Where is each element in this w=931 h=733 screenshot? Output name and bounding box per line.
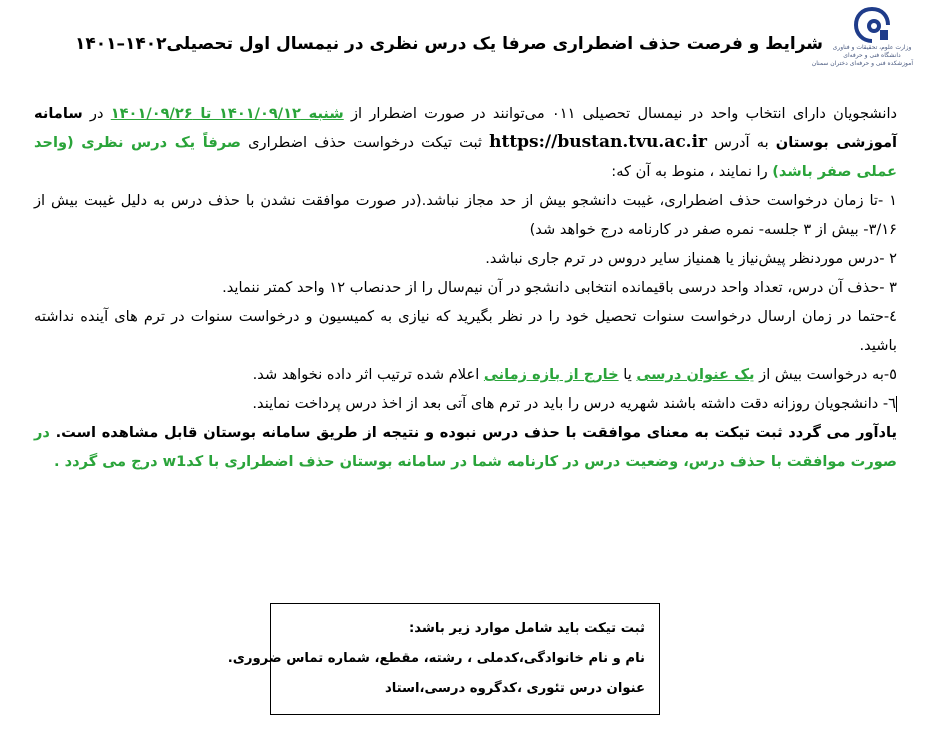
university-logo [811,6,913,86]
condition-1: ۱ -تا زمان درخواست حذف اضطراری، غیبت دانشجو بیش از حد مجاز نباشد.(در صورت موافقت نشدن با حذف درس به دلیل غیبت بیش از ۳/۱۶- بیش از ۳ جلسه- نمره صفر در کارنامه درج خواهد شد) [34,192,897,238]
intro-text-1: دانشجویان دارای انتخاب واحد در نیمسال تحصیلی ۰۱۱ می‌توانند در صورت اضطرار از [343,105,897,122]
one-course-title: یک عنوان درسی [636,366,755,383]
text-cursor [896,396,897,412]
condition-6-text: ٦- دانشجویان روزانه دقت داشته باشند شهریه درس را باید در ترم های آتی بعد از اخذ درس پرداخت نمایند. [252,395,896,412]
reminder-paragraph [34,418,897,476]
page-title: شرایط و فرصت حذف اضطراری صرفا یک درس نظری در نیمسال اول تحصیلی۱۴۰۲–۱۴۰۱ [74,34,823,54]
ticket-box-line-1: نام و نام خانوادگی،کدملی ، رشته، مقطع، شماره تماس ضروری. [227,651,645,666]
condition-5-text-b: یا [618,366,637,383]
condition-5-text-a: ٥-به درخواست بیش از [754,366,897,383]
outside-time-window: خارج از بازه زمانی [483,366,619,383]
university-logo-icon [852,6,892,44]
condition-6 [34,389,897,418]
condition-5-text-c: اعلام شده ترتیب اثر داده نخواهد شد. [252,366,484,383]
intro-paragraph [34,99,897,186]
announcement-body [34,99,897,476]
bustan-url-link[interactable]: https://bustan.tvu.ac.ir [489,132,707,152]
intro-text-2: در [82,105,111,122]
condition-3: ۳ -حذف آن درس، تعداد واحد درسی باقیمانده انتخابی دانشجو در آن نیم‌سال را از حدنصاب ۱۲ واحد کمتر ننماید. [222,279,897,296]
only-one-course-note: صرفاً یک درس نظری (واحد عملی صفر باشد) [34,134,897,180]
logo-line-1: وزارت علوم، تحقیقات و فناوری [832,44,912,51]
system-name: سامانه آموزشی بوستان [34,105,897,151]
date-range: شنبه ۱۴۰۱/۰۹/۱۲ تا ۱۴۰۱/۰۹/۲۶ [110,105,344,122]
ticket-requirements-box [227,603,660,715]
condition-4: ٤-حتما در زمان ارسال درخواست سنوات تحصیل خود را در نظر بگیرید که نیازی به کمیسیون و درخواست سنوات در ترم های آینده نداشته باشید. [34,308,897,354]
approval-result-text: در صورت موافقت با حذف درس، وضعیت درس در کارنامه شما در سامانه بوستان حذف اضطراری با کدw1 درج می گردد . [34,424,897,470]
condition-2: ۲ -درس موردنظر پیش‌نیاز یا همنیاز سایر دروس در ترم جاری نباشد. [485,250,897,267]
logo-line-3: آموزشکده فنی و حرفه‌ای دختران سمنان [811,60,913,67]
reminder-text: یادآور می گردد ثبت تیکت به معنای موافقت با حذف درس نبوده و نتیجه از طریق سامانه بوستان قابل مشاهده است. [55,424,897,441]
logo-line-2: دانشگاه فنی و حرفه‌ای [843,52,901,59]
condition-5 [34,360,897,389]
ticket-box-heading: ثبت تیکت باید شامل موارد زیر باشد: [409,621,645,636]
intro-text-5: را نمایند ، منوط به آن که: [611,163,773,180]
ticket-box-line-2: عنوان درس تئوری ،کدگروه درسی،استاد [384,681,645,696]
intro-text-4: ثبت تیکت درخواست حذف اضطراری [240,134,490,151]
intro-text-3: به آدرس [707,134,776,151]
